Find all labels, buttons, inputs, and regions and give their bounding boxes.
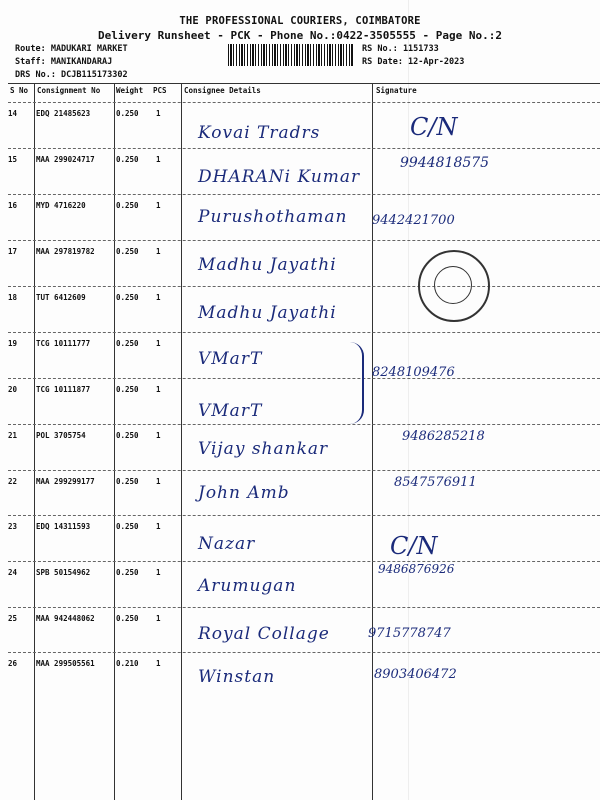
company-name: THE PROFESSIONAL COURIERS, COIMBATORE [179, 15, 421, 27]
row-consignee-handwritten: John Amb [198, 483, 290, 503]
row-consignee-handwritten: Madhu Jayathi [198, 255, 337, 275]
barcode [228, 44, 354, 66]
row-consignment-no: POL 3705754 [36, 431, 86, 440]
row-sno: 20 [8, 385, 18, 394]
row-signature-handwritten: 9442421700 [372, 213, 455, 228]
row-weight: 0.250 [116, 339, 139, 348]
table-row [8, 607, 600, 653]
row-signature-handwritten: 9486285218 [402, 429, 485, 444]
col-header-signature: Signature [376, 86, 417, 95]
table-row [8, 286, 600, 332]
row-sno: 26 [8, 659, 18, 668]
row-consignee-handwritten: VMarT [198, 401, 263, 421]
row-pcs: 1 [156, 659, 161, 668]
row-consignee-handwritten: DHARANi Kumar [198, 167, 361, 187]
table-row [8, 424, 600, 470]
row-sno: 24 [8, 568, 18, 577]
row-consignment-no: MAA 299024717 [36, 155, 95, 164]
row-weight: 0.250 [116, 431, 139, 440]
row-sno: 14 [8, 109, 18, 118]
row-consignment-no: EDQ 21485623 [36, 109, 91, 118]
row-pcs: 1 [156, 109, 161, 118]
row-consignment-no: MAA 297819782 [36, 247, 95, 256]
staff-label: Staff: MANIKANDARAJ [15, 57, 113, 67]
company-seal-stamp [418, 250, 490, 322]
row-weight: 0.250 [116, 614, 139, 623]
row-signature-handwritten: 9486876926 [378, 562, 455, 576]
table-row [8, 365, 600, 424]
row-weight: 0.250 [116, 247, 139, 256]
row-signature-handwritten: 9715778747 [368, 626, 451, 641]
row-sno: 19 [8, 339, 18, 348]
row-pcs: 1 [156, 385, 161, 394]
row-pcs: 1 [156, 431, 161, 440]
row-consignment-no: TCG 10111877 [36, 385, 91, 394]
row-signature-handwritten: 8248109476 [372, 365, 455, 380]
row-sno: 21 [8, 431, 18, 440]
row-weight: 0.250 [116, 522, 139, 531]
row-pcs: 1 [156, 522, 161, 531]
table-row [8, 652, 600, 698]
row-consignment-no: MYD 4716220 [36, 201, 86, 210]
row-pcs: 1 [156, 155, 161, 164]
row-sno: 18 [8, 293, 18, 302]
table-row [8, 148, 600, 194]
row-signature-handwritten: 8903406472 [374, 667, 457, 682]
row-consignee-handwritten: Madhu Jayathi [198, 303, 337, 323]
runsheet-header [0, 0, 600, 90]
row-weight: 0.250 [116, 201, 139, 210]
row-pcs: 1 [156, 339, 161, 348]
row-consignment-no: TCG 10111777 [36, 339, 91, 348]
drs-number: DRS No.: DCJB115173302 [15, 70, 128, 80]
rs-date: RS Date: 12-Apr-2023 [362, 57, 465, 67]
col-header-consignment: Consignment No [37, 86, 101, 95]
row-weight: 0.250 [116, 385, 139, 394]
row-sno: 17 [8, 247, 18, 256]
row-sno: 22 [8, 477, 18, 486]
row-consignment-no: MAA 942448062 [36, 614, 95, 623]
row-weight: 0.210 [116, 659, 139, 668]
row-signature-handwritten: C/N [390, 532, 438, 560]
row-pcs: 1 [156, 247, 161, 256]
table-row [8, 332, 600, 378]
table-row [8, 102, 600, 148]
row-pcs: 1 [156, 614, 161, 623]
route-label: Route: MADUKARI MARKET [15, 44, 128, 54]
col-header-weight: Weight [116, 86, 144, 95]
row-consignee-handwritten: Vijay shankar [198, 439, 329, 459]
col-header-sno: S No [10, 86, 29, 95]
row-weight: 0.250 [116, 568, 139, 577]
row-sno: 15 [8, 155, 18, 164]
table-row [8, 194, 600, 240]
row-consignee-handwritten: Kovai Tradrs [198, 123, 321, 143]
row-consignee-handwritten: Arumugan [198, 576, 297, 596]
table-row [8, 561, 600, 607]
row-signature-handwritten: 9944818575 [400, 155, 490, 171]
row-weight: 0.250 [116, 155, 139, 164]
row-sno: 23 [8, 522, 18, 531]
row-weight: 0.250 [116, 109, 139, 118]
row-signature-handwritten: 8547576911 [394, 475, 477, 490]
table-row [8, 470, 600, 516]
row-consignee-handwritten: Nazar [198, 534, 256, 554]
rs-number: RS No.: 1151733 [362, 44, 439, 54]
row-pcs: 1 [156, 477, 161, 486]
row-signature-handwritten: C/N [410, 113, 458, 141]
table-row [8, 515, 600, 561]
row-consignment-no: TUT 6412609 [36, 293, 86, 302]
row-pcs: 1 [156, 293, 161, 302]
row-consignee-handwritten: VMarT [198, 349, 263, 369]
row-weight: 0.250 [116, 477, 139, 486]
runsheet-title: Delivery Runsheet - PCK - Phone No.:0422-3505555 - Page No.:2 [98, 29, 502, 42]
row-consignment-no: MAA 299299177 [36, 477, 95, 486]
table-top-rule [8, 83, 600, 84]
col-header-consignee: Consignee Details [184, 86, 261, 95]
col-header-pcs: PCS [153, 86, 167, 95]
row-sno: 16 [8, 201, 18, 210]
row-consignment-no: MAA 299505561 [36, 659, 95, 668]
row-consignment-no: EDQ 14311593 [36, 522, 91, 531]
row-sno: 25 [8, 614, 18, 623]
row-consignee-handwritten: Royal Collage [198, 624, 330, 644]
row-weight: 0.250 [116, 293, 139, 302]
row-consignment-no: SPB 50154962 [36, 568, 91, 577]
handwritten-brace [350, 342, 364, 424]
row-pcs: 1 [156, 201, 161, 210]
row-pcs: 1 [156, 568, 161, 577]
row-consignee-handwritten: Winstan [198, 667, 276, 687]
row-consignee-handwritten: Purushothaman [198, 207, 348, 227]
table-row [8, 240, 600, 286]
